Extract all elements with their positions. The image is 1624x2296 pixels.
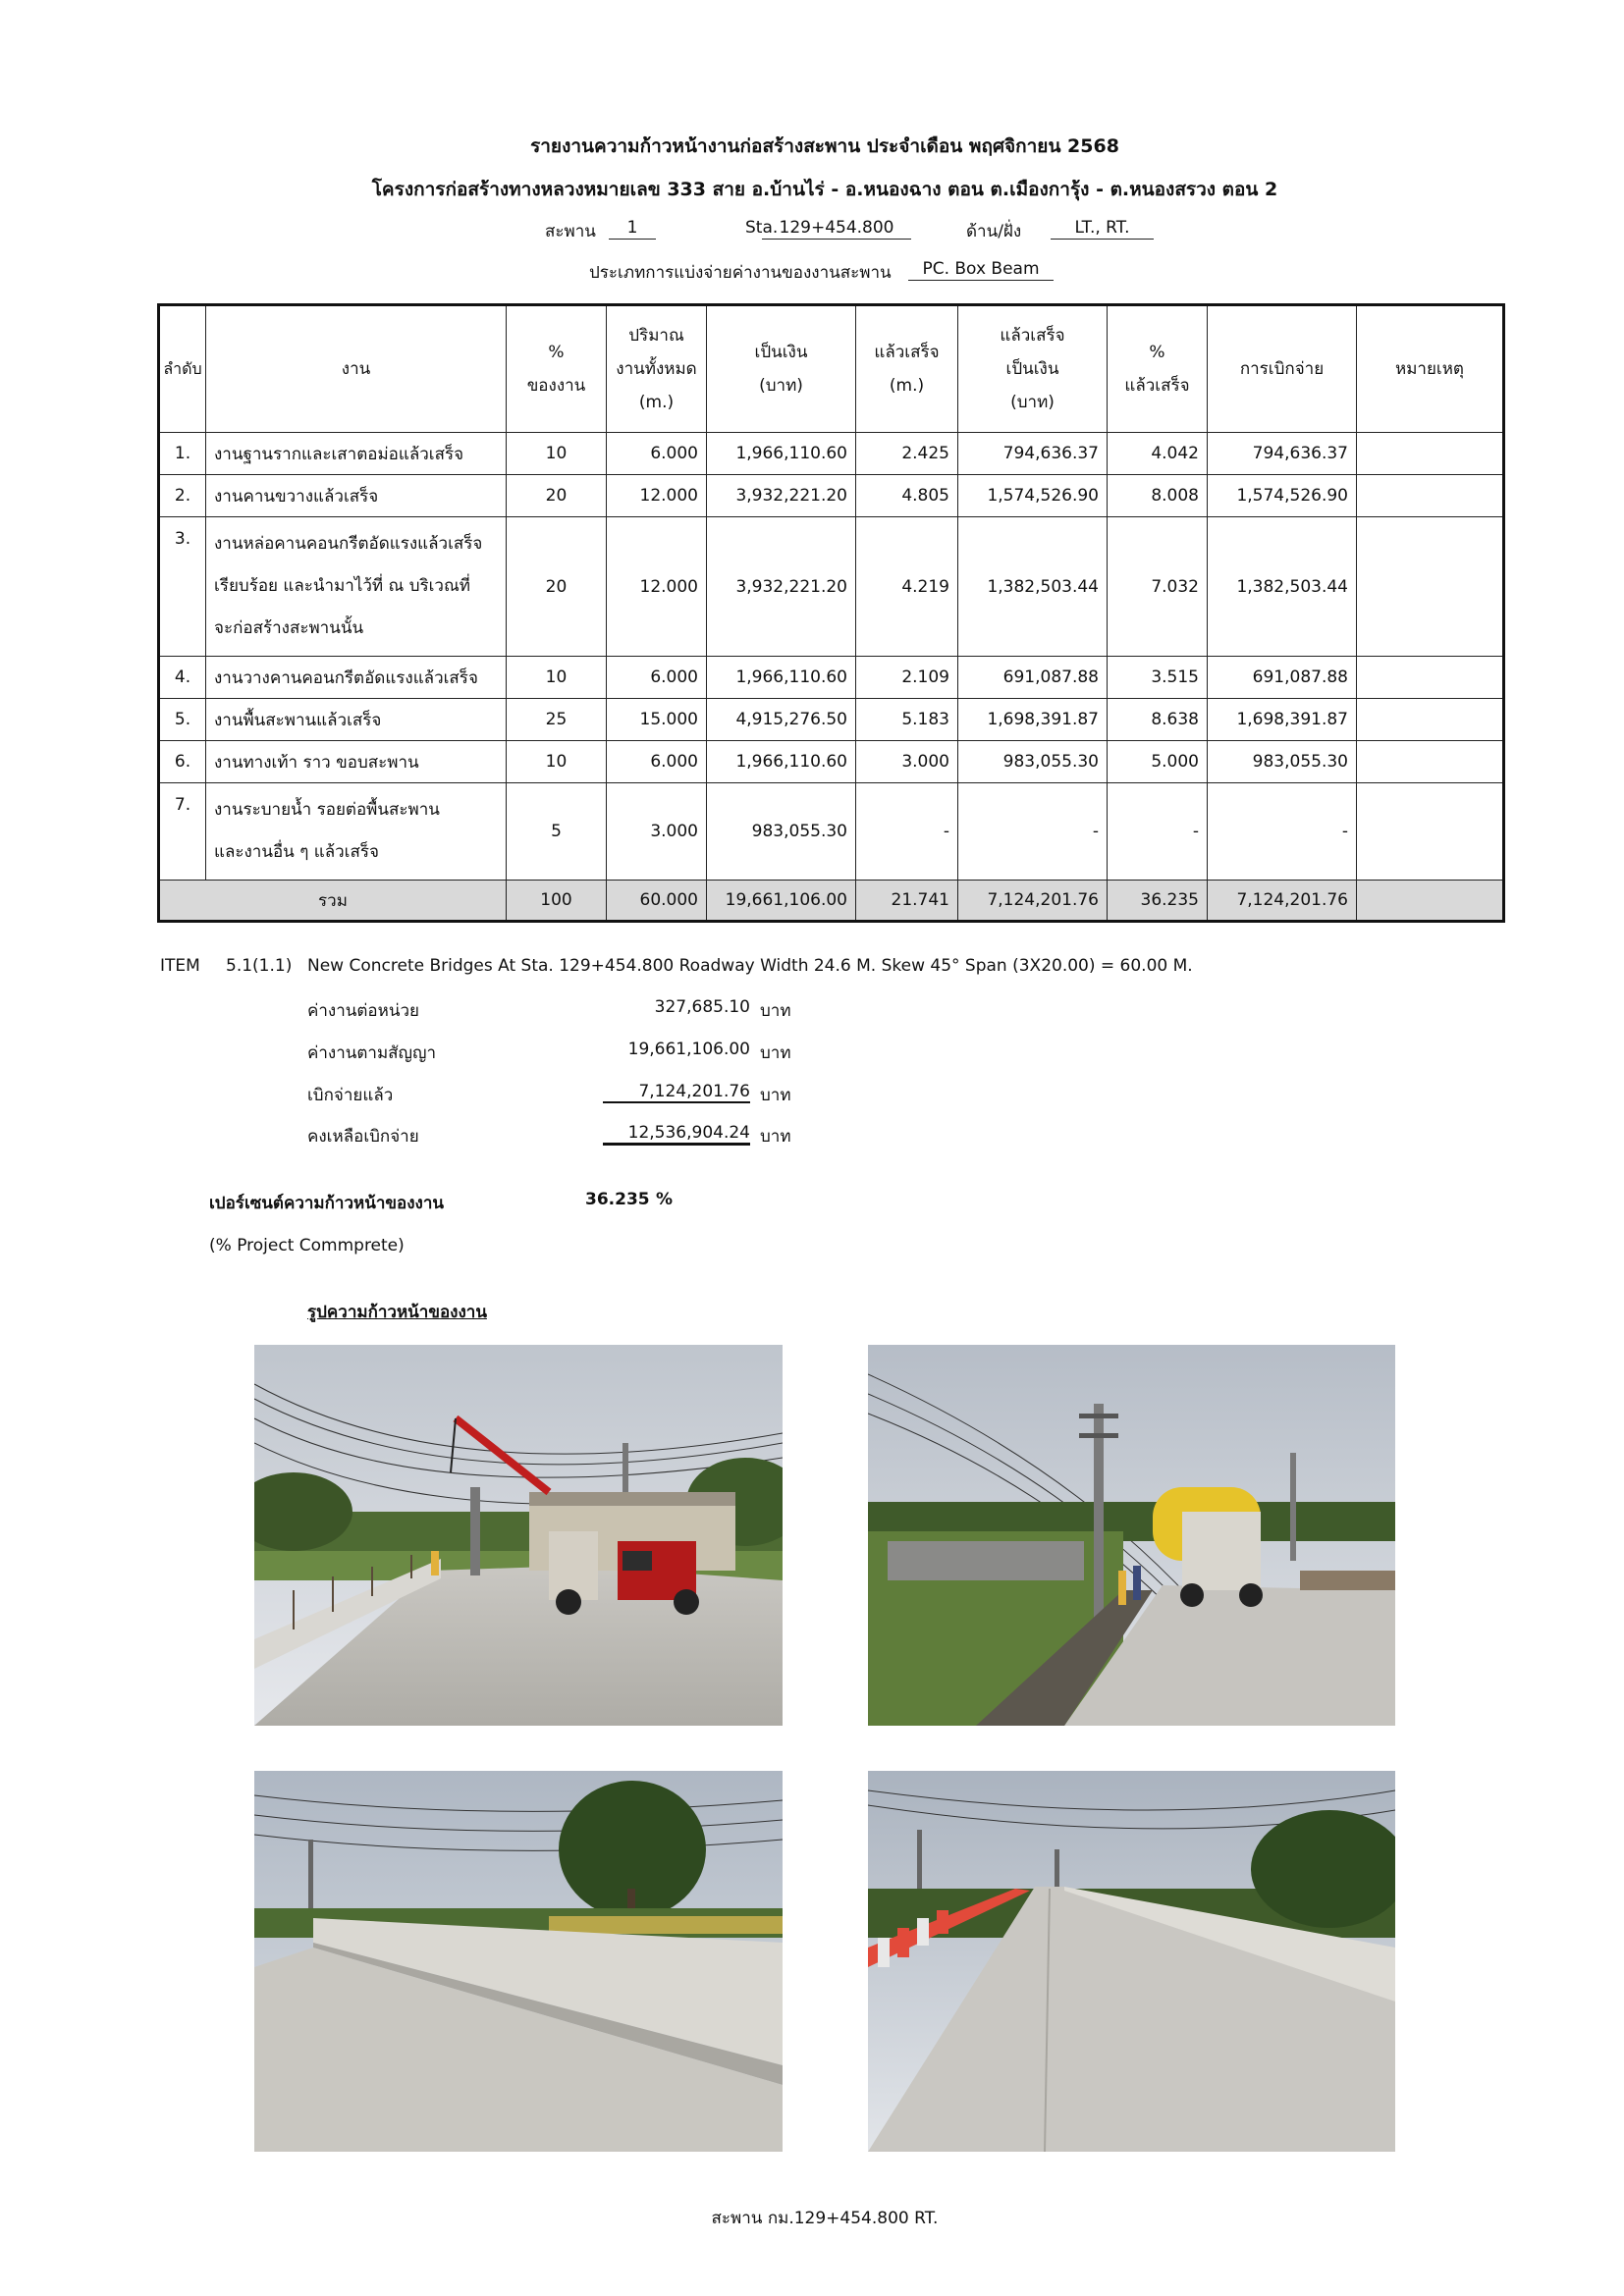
table-row xyxy=(159,517,1504,657)
sta-label: Sta. xyxy=(745,218,779,238)
row-work: งานฐานรากและเสาตอม่อแล้วเสร็จ xyxy=(206,433,507,475)
type-value: PC. Box Beam xyxy=(908,259,1054,281)
row-amount: 4,915,276.50 xyxy=(707,699,856,741)
report-title: รายงานความก้าวหน้างานก่อสร้างสะพาน ประจำเดือน พฤศจิกายน 2568 xyxy=(530,135,1119,157)
row-remark xyxy=(1357,657,1504,699)
table-row xyxy=(159,699,1504,741)
table-header-row xyxy=(159,305,1504,433)
row-done-qty: 4.805 xyxy=(856,475,958,517)
row-done-amount: 691,087.88 xyxy=(958,657,1108,699)
row-amount: 1,966,110.60 xyxy=(707,741,856,783)
row-pct-done: 4.042 xyxy=(1108,433,1208,475)
progress-sub-label: (% Project Commprete) xyxy=(209,1236,405,1255)
header-no: ลำดับ xyxy=(159,305,206,433)
row-amount: 1,966,110.60 xyxy=(707,657,856,699)
row-pct-done: 7.032 xyxy=(1108,517,1208,657)
header-pct-work: % ของงาน xyxy=(507,305,607,433)
cost-label: ค่างานตามสัญญา xyxy=(307,1043,437,1063)
item-label: ITEM xyxy=(160,956,200,976)
cost-summary xyxy=(0,997,884,1154)
row-pct-done: 8.008 xyxy=(1108,475,1208,517)
bridge-label: สะพาน xyxy=(545,222,596,241)
row-pct: 5 xyxy=(507,783,607,881)
item-description: New Concrete Bridges At Sta. 129+454.800 Roadway Width 24.6 M. Skew 45° Span (3X20.00) = 60.00 M. xyxy=(307,956,1193,976)
row-done-amount: 1,698,391.87 xyxy=(958,699,1108,741)
row-amount: 1,966,110.60 xyxy=(707,433,856,475)
row-pct: 10 xyxy=(507,741,607,783)
header-remark: หมายเหตุ xyxy=(1357,305,1504,433)
row-amount: 3,932,221.20 xyxy=(707,517,856,657)
header-done-amount: แล้วเสร็จ เป็นเงิน (บาท) xyxy=(958,305,1108,433)
row-pct: 10 xyxy=(507,657,607,699)
row-paid: 794,636.37 xyxy=(1208,433,1357,475)
total-done-qty: 21.741 xyxy=(856,881,958,922)
row-paid: 691,087.88 xyxy=(1208,657,1357,699)
cost-row-unit-price xyxy=(0,997,791,1027)
total-paid: 7,124,201.76 xyxy=(1208,881,1357,922)
row-paid: 1,574,526.90 xyxy=(1208,475,1357,517)
row-pct: 20 xyxy=(507,517,607,657)
row-pct-done: 3.515 xyxy=(1108,657,1208,699)
photos-title: รูปความก้าวหน้าของงาน xyxy=(307,1303,487,1322)
row-done-amount: 983,055.30 xyxy=(958,741,1108,783)
cost-unit: บาท xyxy=(760,1001,791,1021)
row-no: 5. xyxy=(159,699,206,741)
row-qty: 15.000 xyxy=(607,699,707,741)
row-amount: 3,932,221.20 xyxy=(707,475,856,517)
header-pct-done: % แล้วเสร็จ xyxy=(1108,305,1208,433)
row-done-qty: 3.000 xyxy=(856,741,958,783)
progress-photo-concrete-mixer xyxy=(868,1345,1395,1726)
row-done-amount: 794,636.37 xyxy=(958,433,1108,475)
progress-photo-crane-truck xyxy=(254,1345,783,1726)
cost-value: 12,536,904.24 xyxy=(603,1123,750,1146)
cost-unit: บาท xyxy=(760,1127,791,1147)
cost-value: 327,685.10 xyxy=(654,997,750,1017)
row-done-qty: 5.183 xyxy=(856,699,958,741)
table-row xyxy=(159,657,1504,699)
row-done-qty: - xyxy=(856,783,958,881)
cost-unit: บาท xyxy=(760,1086,791,1105)
total-remark xyxy=(1357,881,1504,922)
row-done-amount: 1,574,526.90 xyxy=(958,475,1108,517)
item-code: 5.1(1.1) xyxy=(226,956,293,976)
progress-percent xyxy=(209,1190,674,1216)
header-paid: การเบิกจ่าย xyxy=(1208,305,1357,433)
row-remark xyxy=(1357,699,1504,741)
row-qty: 6.000 xyxy=(607,657,707,699)
row-pct: 25 xyxy=(507,699,607,741)
sta-value: 129+454.800 xyxy=(762,218,911,240)
total-done-amount: 7,124,201.76 xyxy=(958,881,1108,922)
row-done-qty: 2.425 xyxy=(856,433,958,475)
total-amount: 19,661,106.00 xyxy=(707,881,856,922)
cost-row-paid xyxy=(0,1082,791,1111)
progress-photo-bridge-barrier xyxy=(254,1771,783,2152)
row-done-amount: - xyxy=(958,783,1108,881)
cost-unit: บาท xyxy=(760,1043,791,1063)
cost-value: 7,124,201.76 xyxy=(603,1082,750,1103)
row-work: งานคานขวางแล้วเสร็จ xyxy=(206,475,507,517)
row-pct-done: - xyxy=(1108,783,1208,881)
row-paid: 983,055.30 xyxy=(1208,741,1357,783)
row-work: งานระบายน้ำ รอยต่อพื้นสะพาน และงานอื่น ๆ แล้วเสร็จ xyxy=(206,783,507,881)
row-qty: 6.000 xyxy=(607,433,707,475)
row-no: 3. xyxy=(159,517,206,657)
row-paid: 1,382,503.44 xyxy=(1208,517,1357,657)
side-label: ด้าน/ฝั่ง xyxy=(966,222,1022,241)
row-remark xyxy=(1357,741,1504,783)
cost-row-remaining xyxy=(0,1123,791,1152)
row-qty: 12.000 xyxy=(607,517,707,657)
row-qty: 12.000 xyxy=(607,475,707,517)
row-remark xyxy=(1357,475,1504,517)
row-pct: 10 xyxy=(507,433,607,475)
total-label: รวม xyxy=(159,881,507,922)
progress-photo-bridge-deck xyxy=(868,1771,1395,2152)
project-subtitle: โครงการก่อสร้างทางหลวงหมายเลข 333 สาย อ.บ้านไร่ - อ.หนองฉาง ตอน ต.เมืองการุ้ง - ต.หนองสรวง ตอน 2 xyxy=(371,179,1278,200)
total-row xyxy=(159,881,1504,922)
header-amount: เป็นเงิน (บาท) xyxy=(707,305,856,433)
row-qty: 3.000 xyxy=(607,783,707,881)
row-paid: - xyxy=(1208,783,1357,881)
cost-row-contract xyxy=(0,1040,791,1069)
row-remark xyxy=(1357,783,1504,881)
row-done-qty: 4.219 xyxy=(856,517,958,657)
cost-value: 19,661,106.00 xyxy=(627,1040,750,1059)
row-no: 1. xyxy=(159,433,206,475)
cost-label: ค่างานต่อหน่วย xyxy=(307,1001,419,1021)
cost-label: เบิกจ่ายแล้ว xyxy=(307,1086,394,1105)
table-row xyxy=(159,433,1504,475)
row-pct: 20 xyxy=(507,475,607,517)
row-done-amount: 1,382,503.44 xyxy=(958,517,1108,657)
header-work: งาน xyxy=(206,305,507,433)
row-work: งานพื้นสะพานแล้วเสร็จ xyxy=(206,699,507,741)
progress-value: 36.235 xyxy=(585,1190,650,1209)
header-done-qty: แล้วเสร็จ (m.) xyxy=(856,305,958,433)
row-done-qty: 2.109 xyxy=(856,657,958,699)
row-paid: 1,698,391.87 xyxy=(1208,699,1357,741)
row-work: งานหล่อคานคอนกรีตอัดแรงแล้วเสร็จ เรียบร้อย และนำมาไว้ที่ ณ บริเวณที่ จะก่อสร้างสะพานนั้น xyxy=(206,517,507,657)
row-no: 7. xyxy=(159,783,206,881)
cost-label: คงเหลือเบิกจ่าย xyxy=(307,1127,419,1147)
header-qty-total: ปริมาณ งานทั้งหมด (m.) xyxy=(607,305,707,433)
row-amount: 983,055.30 xyxy=(707,783,856,881)
side-value: LT., RT. xyxy=(1051,218,1154,240)
row-remark xyxy=(1357,433,1504,475)
row-pct-done: 8.638 xyxy=(1108,699,1208,741)
row-no: 2. xyxy=(159,475,206,517)
progress-table xyxy=(157,303,1505,923)
row-pct-done: 5.000 xyxy=(1108,741,1208,783)
row-work: งานวางคานคอนกรีตอัดแรงแล้วเสร็จ xyxy=(206,657,507,699)
bridge-value: 1 xyxy=(609,218,656,240)
row-qty: 6.000 xyxy=(607,741,707,783)
progress-label: เปอร์เซนต์ความก้าวหน้าของงาน xyxy=(209,1194,444,1213)
total-pct-done: 36.235 xyxy=(1108,881,1208,922)
type-label: ประเภทการแบ่งจ่ายค่างานของงานสะพาน xyxy=(589,263,892,283)
photo-caption: สะพาน กม.129+454.800 RT. xyxy=(711,2209,939,2228)
table-row xyxy=(159,475,1504,517)
row-remark xyxy=(1357,517,1504,657)
total-qty: 60.000 xyxy=(607,881,707,922)
table-row xyxy=(159,741,1504,783)
table-row xyxy=(159,783,1504,881)
row-no: 4. xyxy=(159,657,206,699)
progress-unit: % xyxy=(656,1190,674,1209)
total-pct: 100 xyxy=(507,881,607,922)
row-work: งานทางเท้า ราว ขอบสะพาน xyxy=(206,741,507,783)
row-no: 6. xyxy=(159,741,206,783)
